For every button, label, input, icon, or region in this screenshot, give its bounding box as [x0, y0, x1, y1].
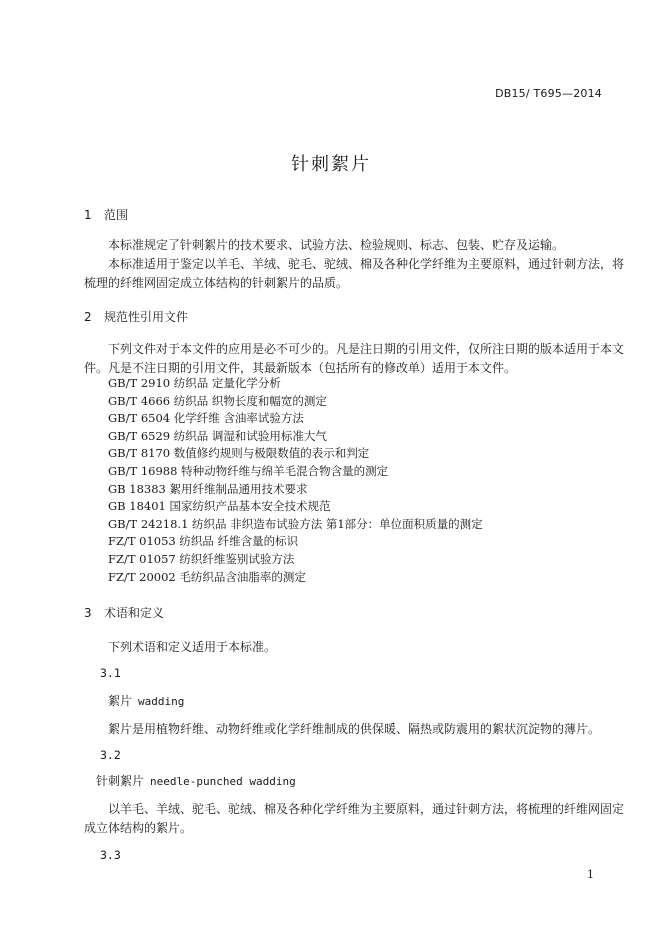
scope-paragraph-2: 本标准适用于鉴定以羊毛、羊绒、驼毛、驼绒、棉及各种化学纤维为主要原料，通过针刺方法，将梳理的纤维网固定成立体结构的针刺絮片的品质。 — [84, 257, 625, 290]
term-definition: 絮片是用植物纤维、动物纤维或化学纤维制成的供保暖、隔热或防震用的絮状沉淀物的薄片。 — [108, 722, 601, 736]
section-heading-2 — [84, 308, 188, 325]
section-number: 2 — [84, 310, 92, 324]
section-title: 范围 — [104, 208, 129, 222]
reference-item: GB/T 8170 数值修约规则与极限数值的表示和判定 — [108, 446, 370, 461]
term-name: 针刺絮片 — [96, 774, 145, 788]
term-heading — [108, 692, 184, 709]
reference-item: GB/T 6504 化学纤维 含油率试验方法 — [108, 411, 304, 426]
reference-item: GB/T 16988 特种动物纤维与绵羊毛混合物含量的测定 — [108, 463, 389, 478]
reference-item: GB/T 24218.1 纺织品 非织造布试验方法 第1部分：单位面积质量的测定 — [108, 516, 483, 531]
document-title: 针刺絮片 — [291, 154, 371, 175]
section-heading-1 — [84, 206, 128, 223]
reference-item: GB/T 6529 纺织品 调湿和试验用标准大气 — [108, 428, 327, 443]
section-number: 1 — [84, 208, 92, 222]
section-heading-3 — [84, 604, 164, 621]
term-number: 3.1 — [100, 666, 121, 680]
term-number: 3.2 — [100, 748, 121, 762]
section-title: 规范性引用文件 — [104, 310, 189, 324]
page-number: 1 — [587, 868, 594, 881]
reference-item: GB 18383 絮用纤维制品通用技术要求 — [108, 481, 308, 496]
term-english: needle-punched wadding — [150, 775, 296, 788]
reference-item: FZ/T 20002 毛纺织品含油脂率的测定 — [108, 569, 306, 584]
reference-item: GB/T 2910 纺织品 定量化学分析 — [108, 376, 281, 390]
terms-intro-paragraph: 下列术语和定义适用于本标准。 — [108, 640, 277, 654]
term-heading — [96, 772, 296, 789]
reference-list — [108, 375, 483, 586]
reference-item: FZ/T 01057 纺织纤维鉴别试验方法 — [108, 551, 295, 566]
reference-item: FZ/T 01053 纺织品 纤维含量的标识 — [108, 534, 299, 549]
term-name: 絮片 — [108, 694, 133, 708]
section-number: 3 — [84, 606, 92, 620]
term-definition: 以羊毛、羊绒、驼毛、驼绒、棉及各种化学纤维为主要原料，通过针刺方法，将梳理的纤维网固定成立体结构的絮片。 — [84, 802, 625, 835]
document-number: DB15/ T695—2014 — [495, 87, 602, 100]
scope-paragraph-1: 本标准规定了针刺絮片的技术要求、试验方法、检验规则、标志、包装、贮存及运输。 — [108, 238, 565, 252]
term-number: 3.3 — [100, 848, 121, 862]
term-english: wadding — [138, 695, 185, 708]
section-title: 术语和定义 — [104, 606, 165, 620]
reference-item: GB/T 4666 纺织品 织物长度和幅宽的测定 — [108, 393, 327, 408]
reference-item: GB 18401 国家纺织产品基本安全技术规范 — [108, 499, 331, 514]
references-intro-paragraph: 下列文件对于本文件的应用是必不可少的。凡是注日期的引用文件，仅所注日期的版本适用于本文件。凡是不注日期的引用文件，其最新版本（包括所有的修改单）适用于本文件。 — [84, 342, 625, 375]
